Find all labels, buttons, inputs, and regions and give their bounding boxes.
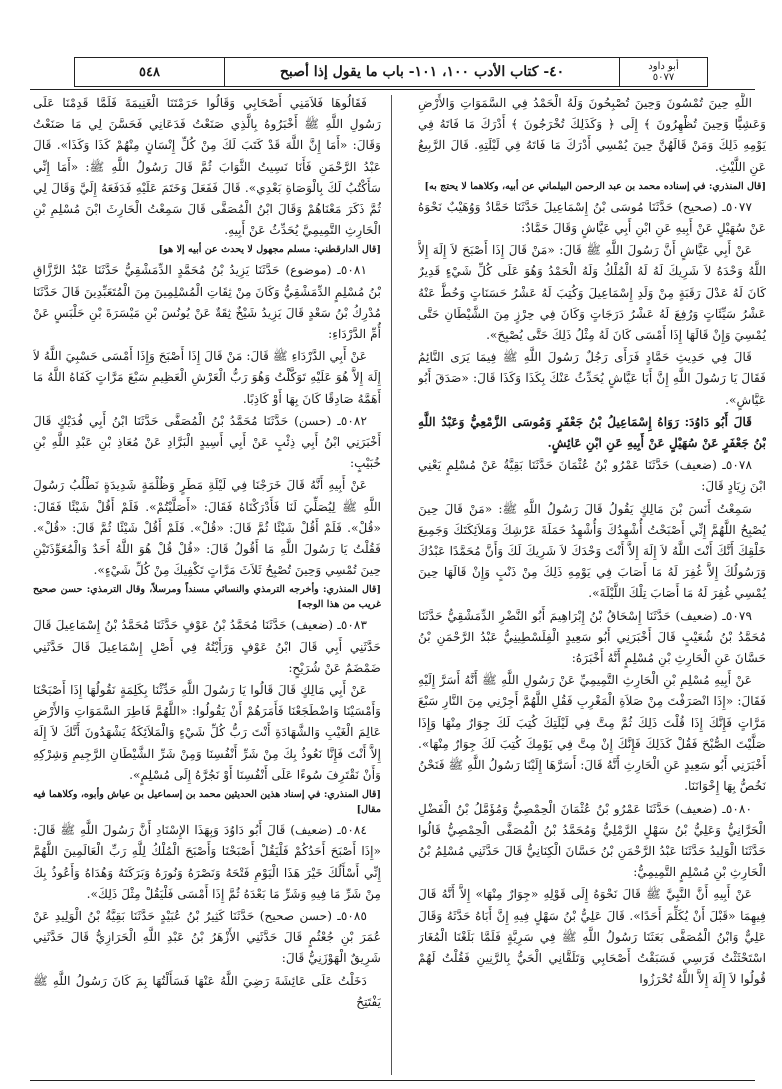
top-rule [30,89,755,90]
paragraph: فَقَالُوهَا فَلاَمَنِي أَصْحَابِي وَقَالُوا حَرَمْتَنَا الْغَنِيمَةَ فَلَمَّا قَدِمْنَا عَلَى رَسُولِ اللَّهِ ﷺ أَخْبَرُوهُ بِالَّذِي صَنَعْتُ فَدَعَانِي فَحَسَّنَ لِي مَا صَنَعْتُ وَقَالَ: «أَمَا إِنَّ اللَّهَ قَدْ كَتَبَ لَكَ مِنْ كُلِّ إِنْسَانٍ مِنْهُمْ كَذَا وَكَذَا». قَالَ عَبْدُ الرَّحْمَنِ فَأَنَا نَسِيتُ الثَّوَابَ ثُمَّ قَالَ رَسُولُ اللَّهِ ﷺ: «أَمَا إِنِّي سَأَكْتُبُ لَكَ بِالْوَصَاةِ بَعْدِي». قَالَ فَفَعَلَ وَخَتَمَ عَلَيْهِ فَدَفَعَهُ إِلَيَّ وَقَالَ لِي ثُمَّ ذَكَرَ مَعْنَاهُمْ وَقَالَ ابْنُ الْمُصَفَّى قَالَ سَمِعْتُ الْحَارِثَ ابْنَ مُسْلِمِ بْنِ الْحَارِثِ التَّمِيمِيَّ يُحَدِّثُ عَنْ أَبِيهِ. [33,96,381,238]
book-name: أبو داود [648,61,679,72]
left-column [33,93,381,1078]
hadith-isnad: ٥٠٧٧ـ (صحيح) حَدَّثَنَا مُوسَى بْنُ إِسْمَاعِيلَ حَدَّثَنَا حَمَّادٌ وَوُهَيْبٌ نَحْوَهُ عَنْ سُهَيْلٍ عَنْ أَبِيهِ عَنِ ابْنِ أَبِي عَيَّاشٍ وَقَالَ حَمَّادٌ: [418,199,766,236]
hadith-number-ref: ٥٠٧٧ [652,72,675,83]
hadith-isnad: ٥٠٨٣ـ (ضعيف) حَدَّثَنَا مُحَمَّدُ بْنُ عَوْفٍ حَدَّثَنَا مُحَمَّدُ بْنُ إِسْمَاعِيلَ قَالَ حَدَّثَنِي أَبِي قَالَ ابْنُ عَوْفٍ وَرَأَيْتُهُ فِي أَصْلِ إِسْمَاعِيلَ قَالَ حَدَّثَنِي ضَمْضَمٌ عَنْ شُرَيْحٍ: [33,618,381,675]
right-column [418,93,766,1078]
page-header [74,57,708,87]
hadith-text: عَنْ أَبِي عَيَّاشٍ أَنَّ رَسُولَ اللَّهِ ﷺ قَالَ: «مَنْ قَالَ إِذَا أَصْبَحَ لاَ إِلَهَ إِلاَّ اللَّهُ وَحْدَهُ لاَ شَرِيكَ لَهُ لَهُ الْمُلْكُ وَلَهُ الْحَمْدُ وَهُوَ عَلَى كُلِّ شَيْءٍ قَدِيرٌ كَانَ لَهُ عَدْلَ رَقَبَةٍ مِنْ وَلَدِ إِسْمَاعِيلَ وَكُتِبَ لَهُ عَشْرُ حَسَنَاتٍ وَحُطَّ عَنْهُ عَشْرُ سَيِّئَاتٍ وَرُفِعَ لَهُ عَشْرُ دَرَجَاتٍ وَكَانَ فِي حِرْزٍ مِنَ الشَّيْطَانِ حَتَّى يُمْسِيَ وَإِنْ قَالَهَا إِذَا أَمْسَى كَانَ لَهُ مِثْلُ ذَلِكَ حَتَّى يُصْبِحَ». [418,243,766,343]
hadith-isnad: ٥٠٨٢ـ (حسن) حَدَّثَنَا مُحَمَّدُ بْنُ الْمُصَفَّى حَدَّثَنَا ابْنُ أَبِي فُدَيْكٍ قَالَ أَخْبَرَنِي ابْنُ أَبِي ذِئْبٍ عَنْ أَبِي أَسِيدٍ الْبَرَّادِ عَنْ مُعَاذِ بْنِ عَبْدِ اللَّهِ بْنِ خُبَيْبٍ: [33,413,381,471]
hadith-text: عَنْ أَبِي مَالِكٍ قَالَ قَالُوا يَا رَسُولَ اللَّهِ حَدِّثْنَا بِكَلِمَةٍ نَقُولُهَا إِذَا أَصْبَحْنَا وَأَمْسَيْنَا وَاضْطَجَعْنَا فَأَمَرَهُمْ أَنْ يَقُولُوا: «اللَّهُمَّ فَاطِرَ السَّمَوَاتِ وَالأَرْضِ عَالِمَ الْغَيْبِ وَالشَّهَادَةِ أَنْتَ رَبُّ كُلِّ شَيْءٍ وَالْمَلاَئِكَةُ يَشْهَدُونَ أَنَّكَ لاَ إِلَهَ إِلاَّ أَنْتَ فَإِنَّا نَعُوذُ بِكَ مِنْ شَرِّ أَنْفُسِنَا وَمِنْ شَرِّ الشَّيْطَانِ الرَّجِيمِ وَشِرْكِهِ وَأَنْ نَقْتَرِفَ سُوءًا عَلَى أَنْفُسِنَا أَوْ نَجُرَّهُ إِلَى مُسْلِمٍ». [33,683,381,782]
hadith-text: عَنْ أَبِيهِ أَنَّ النَّبِيَّ ﷺ قَالَ نَحْوَهُ إِلَى قَوْلِهِ «جِوَارٌ مِنْهَا» إِلاَّ أَنَّهُ قَالَ فِيهِمَا «قَبْلَ أَنْ يُكَلِّمَ أَحَدًا». قَالَ عَلِيُّ بْنُ سَهْلٍ فِيهِ إِنَّ أَبَاهُ حَدَّثَهُ وَقَالَ عَلِيٌّ وَابْنُ الْمُصَفَّى بَعَثَنَا رَسُولُ اللَّهِ ﷺ فِي سَرِيَّةٍ فَلَمَّا بَلَغْنَا الْمُغَارَ اسْتَحْثَثْتُ فَرَسِي فَسَبَقْتُ أَصْحَابِي وَتَلَقَّانِي الْحَيُّ بِالرَّنِينِ فَقُلْتُ لَهُمْ قُولُوا لاَ إِلَهَ إِلاَّ اللَّهُ تُحْرَزُوا [418,887,766,987]
column-divider [391,95,392,1075]
hadith-isnad: ٥٠٧٨ـ (ضعيف) حَدَّثَنَا عَمْرُو بْنُ عُثْمَانَ حَدَّثَنَا بَقِيَّةُ عَنْ مُسْلِمٍ يَعْنِي ابْنَ زِيَادٍ قَالَ: [418,458,766,494]
hadith-text: دَخَلْتُ عَلَى عَائِشَةَ رَضِيَ اللَّهُ عَنْهَا فَسَأَلْتُهَا بِمَ كَانَ رَسُولُ اللَّهِ ﷺ يَفْتَتِحُ [33,973,381,1009]
footnote-note: [قال المنذري: في إسناده محمد بن عبد الرحمن البيلماني عن أبيه، وكلاهما لا يحتج به] [424,180,766,192]
footnote-note: [قال المنذري: وأخرجه الترمذي والنسائي مسنداً ومرسلاً، وقال الترمذي: حسن صحيح غريب من هذا الوجه] [33,584,381,611]
author-remark: قَالَ أَبُو دَاوُدَ: رَوَاهُ إِسْمَاعِيلُ بْنُ جَعْفَرٍ وَمُوسَى الزَّمْعِيُّ وَعَبْدُ اللَّهِ بْنُ جَعْفَرٍ عَنْ سُهَيْلٍ عَنْ أَبِيهِ عَنِ ابْنِ عَائِشٍ. [418,414,766,451]
hadith-text: عَنْ أَبِيهِ مُسْلِمِ بْنِ الْحَارِثِ التَّمِيمِيِّ عَنْ رَسُولِ اللَّهِ ﷺ أَنَّهُ أَسَرَّ إِلَيْهِ فَقَالَ: «إِذَا انْصَرَفْتَ مِنْ صَلاَةِ الْمَغْرِبِ فَقُلِ اللَّهُمَّ أَجِرْنِي مِنَ النَّارِ سَبْعَ مَرَّاتٍ فَإِنَّكَ إِذَا قُلْتَ ذَلِكَ ثُمَّ مِتَّ فِي لَيْلَتِكَ كُتِبَ لَكَ جِوَارٌ مِنْهَا وَإِذَا صَلَّيْتَ الصُّبْحَ فَقُلْ كَذَلِكَ فَإِنَّكَ إِنْ مِتَّ فِي يَوْمِكَ كُتِبَ لَكَ جِوَارٌ مِنْهَا». أَخْبَرَنِي أَبُو سَعِيدٍ عَنِ الْحَارِثِ أَنَّهُ قَالَ: أَسَرَّهَا إِلَيْنَا رَسُولُ اللَّهِ ﷺ فَنَحْنُ نَخُصُّ بِهَا إِخْوَانَنَا. [418,673,766,794]
hadith-text: عَنْ أَبِي الدَّرْدَاءِ ﷺ قَالَ: مَنْ قَالَ إِذَا أَصْبَحَ وَإِذَا أَمْسَى حَسْبِيَ اللَّهُ لاَ إِلَهَ إِلاَّ هُوَ عَلَيْهِ تَوَكَّلْتُ وَهُوَ رَبُّ الْعَرْشِ الْعَظِيمِ سَبْعَ مَرَّاتٍ كَفَاهُ اللَّهُ مَا أَهَمَّهُ صَادِقًا كَانَ بِهَا أَوْ كَاذِبًا. [33,349,381,406]
paragraph: قَالَ فِي حَدِيثِ حَمَّادٍ فَرَأَى رَجُلٌ رَسُولَ اللَّهِ ﷺ فِيمَا يَرَى النَّائِمُ فَقَالَ يَا رَسُولَ اللَّهِ إِنَّ أَبَا عَيَّاشٍ يُحَدِّثُ عَنْكَ بِكَذَا وَكَذَا قَالَ: «صَدَقَ أَبُو عَيَّاشٍ». [418,350,766,407]
hadith-text: سَمِعْتُ أَنَسَ بْنَ مَالِكٍ يَقُولُ قَالَ رَسُولُ اللَّهِ ﷺ: «مَنْ قَالَ حِينَ يُصْبِحُ اللَّهُمَّ إِنِّي أَصْبَحْتُ أُشْهِدُكَ وَأُشْهِدُ حَمَلَةَ عَرْشِكَ وَمَلاَئِكَتَكَ وَجَمِيعَ خَلْقِكَ أَنَّكَ أَنْتَ اللَّهُ لاَ إِلَهَ إِلاَّ أَنْتَ وَحْدَكَ لاَ شَرِيكَ لَكَ وَأَنَّ مُحَمَّدًا عَبْدُكَ وَرَسُولُكَ إِلاَّ غُفِرَ لَهُ مَا أَصَابَ فِي يَوْمِهِ ذَلِكَ مِنْ ذَنْبٍ وَإِنْ قَالَهَا حِينَ يُمْسِي غُفِرَ لَهُ مَا أَصَابَ تِلْكَ اللَّيْلَةَ». [418,501,766,601]
hadith-isnad: ٥٠٧٩ـ (ضعيف) حَدَّثَنَا إِسْحَاقُ بْنُ إِبْرَاهِيمَ أَبُو النَّضْرِ الدِّمَشْقِيُّ حَدَّثَنَا مُحَمَّدُ بْنُ شُعَيْبٍ قَالَ أَخْبَرَنِي أَبُو سَعِيدٍ الْفِلَسْطِينِيُّ عَبْدُ الرَّحْمَنِ بْنُ حَسَّانَ عَنِ الْحَارِثِ بْنِ مُسْلِمٍ أَنَّهُ أَخْبَرَهُ: [418,608,766,666]
bottom-rule [30,1080,755,1081]
hadith-text: ٥٠٨٤ـ (ضعيف) قَالَ أَبُو دَاوُدَ وَبِهَذَا الإِسْنَادِ أَنَّ رَسُولَ اللَّهِ ﷺ قَالَ: «إِذَا أَصْبَحَ أَحَدُكُمْ فَلْيَقُلْ أَصْبَحْنَا وَأَصْبَحَ الْمُلْكُ لِلَّهِ رَبِّ الْعَالَمِينَ اللَّهُمَّ إِنِّي أَسْأَلُكَ خَيْرَ هَذَا الْيَوْمِ فَتْحَهُ وَنَصْرَهُ وَنُورَهُ وَبَرَكَتَهُ وَهُدَاهُ وَأَعُوذُ بِكَ مِنْ شَرِّ مَا فِيهِ وَشَرِّ مَا بَعْدَهُ ثُمَّ إِذَا أَمْسَى فَلْيَقُلْ مِثْلَ ذَلِكَ». [33,823,381,901]
hadith-text: عَنْ أَبِيهِ أَنَّهُ قَالَ خَرَجْنَا فِي لَيْلَةِ مَطَرٍ وَظُلْمَةٍ شَدِيدَةٍ نَطْلُبُ رَسُولَ اللَّهِ ﷺ لِيُصَلِّيَ لَنَا فَأَدْرَكْنَاهُ فَقَالَ: «أَصَلَّيْتُمْ». فَلَمْ أَقُلْ شَيْئًا فَقَالَ: «قُلْ». فَلَمْ أَقُلْ شَيْئًا ثُمَّ قَالَ: «قُلْ». فَلَمْ أَقُلْ شَيْئًا ثُمَّ قَالَ: «قُلْ». فَقُلْتُ يَا رَسُولَ اللَّهِ مَا أَقُولُ قَالَ: «قُلْ قُلْ هُوَ اللَّهُ أَحَدٌ وَالْمُعَوِّذَتَيْنِ حِينَ تُمْسِي وَحِينَ تُصْبِحُ ثَلاَثَ مَرَّاتٍ تَكْفِيكَ مِنْ كُلِّ شَيْءٍ». [33,478,381,578]
hadith-isnad: ٥٠٨٥ـ (حسن صحيح) حَدَّثَنَا كَثِيرُ بْنُ عُبَيْدٍ حَدَّثَنَا بَقِيَّةُ بْنُ الْوَلِيدِ عَنْ عُمَرَ بْنِ جُعْثُمٍ قَالَ حَدَّثَنِي الأَزْهَرُ بْنُ عَبْدِ اللَّهِ الْحَرَازِيُّ قَالَ حَدَّثَنِي شَرِيقٌ الْهَوْزَنِيُّ قَالَ: [33,908,381,966]
book-reference [619,58,707,86]
page-number: ٥٤٨ [75,58,225,86]
paragraph: اللَّهِ حِينَ تُمْسُونَ وَحِينَ تُصْبِحُونَ وَلَهُ الْحَمْدُ فِي السَّمَوَاتِ وَالأَرْضِ وَعَشِيًّا وَحِينَ تُظْهِرُونَ ﴾ إِلَى ﴿ وَكَذَلِكَ تُخْرَجُونَ ﴾ أَدْرَكَ مَا فَاتَهُ فِي يَوْمِهِ ذَلِكَ وَمَنْ قَالَهُنَّ حِينَ يُمْسِي أَدْرَكَ مَا فَاتَهُ فِي لَيْلَتِهِ. قَالَ الرَّبِيعُ عَنِ اللَّيْثِ. [418,96,766,174]
hadith-isnad: ٥٠٨٠ـ (ضعيف) حَدَّثَنَا عَمْرُو بْنُ عُثْمَانَ الْحِمْصِيُّ وَمُؤَمَّلُ بْنُ الْفَضْلِ الْحَرَّانِيُّ وَعَلِيُّ بْنُ سَهْلٍ الرَّمْلِيُّ وَمُحَمَّدُ بْنُ الْمُصَفَّى الْحِمْصِيُّ قَالُوا حَدَّثَنَا الْوَلِيدُ حَدَّثَنَا عَبْدُ الرَّحْمَنِ بْنُ حَسَّانَ الْكِنَانِيُّ قَالَ حَدَّثَنِي مُسْلِمُ بْنُ الْحَارِثِ بْنِ مُسْلِمٍ التَّمِيمِيُّ: [418,801,766,880]
hadith-isnad: ٥٠٨١ـ (موضوع) حَدَّثَنَا يَزِيدُ بْنُ مُحَمَّدٍ الدِّمَشْقِيُّ حَدَّثَنَا عَبْدُ الرَّزَّاقِ بْنُ مُسْلِمٍ الدِّمَشْقِيُّ وَكَانَ مِنْ ثِقَاتِ الْمُسْلِمِينَ مِنَ الْمُتَعَبِّدِينَ قَالَ حَدَّثَنَا مُدْرِكُ بْنُ سَعْدٍ قَالَ يَزِيدُ شَيْخٌ ثِقَةٌ عَنْ يُونُسَ بْنِ مَيْسَرَةَ بْنِ حَلْبَسٍ عَنْ أُمِّ الدَّرْدَاءِ: [33,263,381,342]
chapter-title: ٤٠- كتاب الأدب ١٠٠، ١٠١- باب ما يقول إذا أصبح [279,64,565,80]
footnote-note: [قال المنذري: في إسناد هذين الحديثين محمد بن إسماعيل بن عياش وأبوه، وكلاهما فيه مقال] [33,789,381,816]
footnote-note: [قال الدارقطني: مسلم مجهول لا يحدث عن أبيه إلا هو] [158,244,381,256]
